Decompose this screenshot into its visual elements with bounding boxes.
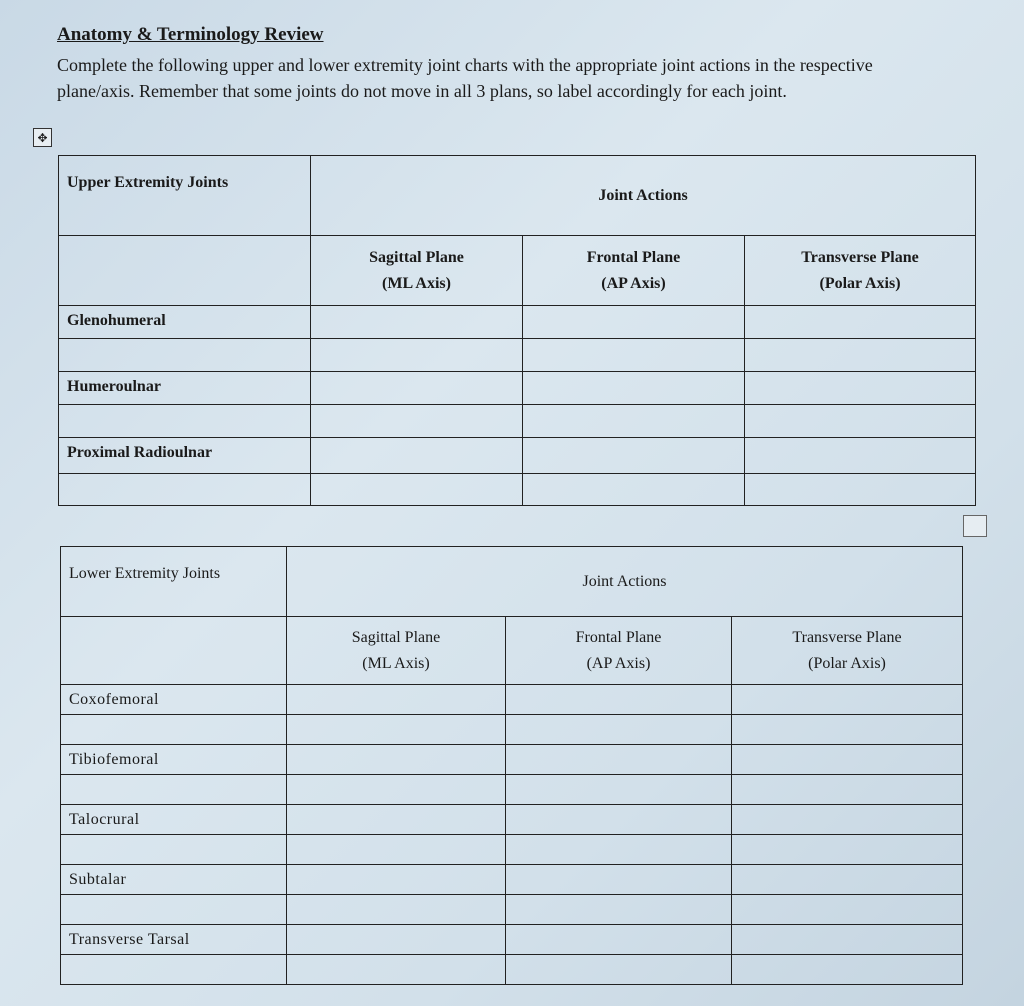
table-cell[interactable] [287, 745, 506, 775]
plane-axis: (AP Axis) [601, 274, 666, 292]
table-cell[interactable] [287, 865, 506, 895]
table-cell[interactable] [732, 925, 963, 955]
table-cell[interactable] [506, 895, 732, 925]
lower-header-blank [61, 617, 287, 685]
lower-sagittal-header [287, 617, 506, 685]
plane-axis: (ML Axis) [382, 274, 451, 292]
table-cell[interactable] [745, 339, 976, 372]
upper-sagittal-header [311, 236, 523, 306]
table-cell[interactable] [287, 895, 506, 925]
table-cell[interactable] [311, 372, 523, 405]
table-cell[interactable] [506, 715, 732, 745]
table-cell[interactable] [523, 339, 745, 372]
plane-axis: (Polar Axis) [819, 274, 901, 292]
plane-axis: (ML Axis) [362, 654, 430, 672]
table-cell[interactable] [311, 474, 523, 506]
table-cell[interactable] [745, 474, 976, 506]
table-cell[interactable] [506, 865, 732, 895]
table-cell[interactable] [732, 955, 963, 985]
table-cell[interactable] [732, 805, 963, 835]
table-cell[interactable] [287, 715, 506, 745]
plane-name: Sagittal Plane [351, 628, 441, 646]
table-cell[interactable] [523, 306, 745, 339]
table-cell[interactable] [287, 835, 506, 865]
table-move-handle-icon[interactable]: ✥ [33, 128, 52, 147]
lower-table-title: Lower Extremity Joints [61, 547, 287, 617]
upper-joint-proximal-radioulnar: Proximal Radioulnar [59, 438, 311, 474]
table-cell[interactable] [523, 438, 745, 474]
table-cell[interactable] [506, 745, 732, 775]
table-cell[interactable] [732, 835, 963, 865]
table-cell[interactable] [59, 474, 311, 506]
plane-name: Sagittal Plane [369, 248, 464, 266]
table-cell[interactable] [523, 372, 745, 405]
table-cell[interactable] [287, 775, 506, 805]
table-cell[interactable] [506, 955, 732, 985]
upper-transverse-header [745, 236, 976, 306]
table-cell[interactable] [732, 715, 963, 745]
upper-table-title: Upper Extremity Joints [59, 156, 311, 236]
table-cell[interactable] [732, 745, 963, 775]
lower-joint-subtalar: Subtalar [61, 865, 287, 895]
lower-joint-coxofemoral: Coxofemoral [61, 685, 287, 715]
table-cell[interactable] [311, 339, 523, 372]
lower-transverse-header [732, 617, 963, 685]
plane-name: Frontal Plane [575, 628, 662, 646]
table-cell[interactable] [59, 339, 311, 372]
table-cell[interactable] [745, 405, 976, 438]
lower-frontal-header [506, 617, 732, 685]
plane-axis: (AP Axis) [586, 654, 651, 672]
upper-extremity-table [58, 155, 976, 506]
upper-header-blank [59, 236, 311, 306]
table-cell[interactable] [311, 405, 523, 438]
table-cell[interactable] [745, 306, 976, 339]
table-cell[interactable] [311, 306, 523, 339]
table-cell[interactable] [506, 685, 732, 715]
page-title: Anatomy & Terminology Review [57, 24, 324, 45]
table-cell[interactable] [732, 685, 963, 715]
table-cell[interactable] [61, 955, 287, 985]
table-cell[interactable] [523, 405, 745, 438]
table-cell[interactable] [506, 775, 732, 805]
table-cell[interactable] [59, 405, 311, 438]
table-cell[interactable] [287, 805, 506, 835]
plane-name: Transverse Plane [792, 628, 902, 646]
table-cell[interactable] [745, 372, 976, 405]
table-cell[interactable] [523, 474, 745, 506]
table-cell[interactable] [61, 895, 287, 925]
table-cell[interactable] [287, 685, 506, 715]
table-cell[interactable] [732, 775, 963, 805]
upper-joint-glenohumeral: Glenohumeral [59, 306, 311, 339]
table-resize-icon[interactable] [963, 515, 987, 537]
lower-joint-talocrural: Talocrural [61, 805, 287, 835]
table-cell[interactable] [287, 955, 506, 985]
table-cell[interactable] [506, 835, 732, 865]
table-cell[interactable] [506, 925, 732, 955]
plane-name: Transverse Plane [801, 248, 919, 266]
table-cell[interactable] [732, 865, 963, 895]
upper-joint-humeroulnar: Humeroulnar [59, 372, 311, 405]
lower-joint-transverse-tarsal: Transverse Tarsal [61, 925, 287, 955]
table-cell[interactable] [745, 438, 976, 474]
instructions-text: Complete the following upper and lower extremity joint charts with the appropriate joint actions in the respective plane/axis. Remember that some joints do not move in all 3 plans, so label accordingly for each joint. [57, 55, 873, 101]
table-cell[interactable] [732, 895, 963, 925]
table-cell[interactable] [61, 835, 287, 865]
table-cell[interactable] [506, 805, 732, 835]
table-cell[interactable] [61, 715, 287, 745]
plane-axis: (Polar Axis) [808, 654, 886, 672]
upper-actions-header: Joint Actions [311, 156, 976, 236]
lower-extremity-table [60, 546, 963, 985]
upper-frontal-header [523, 236, 745, 306]
plane-name: Frontal Plane [586, 248, 681, 266]
table-cell[interactable] [61, 775, 287, 805]
table-cell[interactable] [311, 438, 523, 474]
table-cell[interactable] [287, 925, 506, 955]
lower-actions-header: Joint Actions [287, 547, 963, 617]
lower-joint-tibiofemoral: Tibiofemoral [61, 745, 287, 775]
